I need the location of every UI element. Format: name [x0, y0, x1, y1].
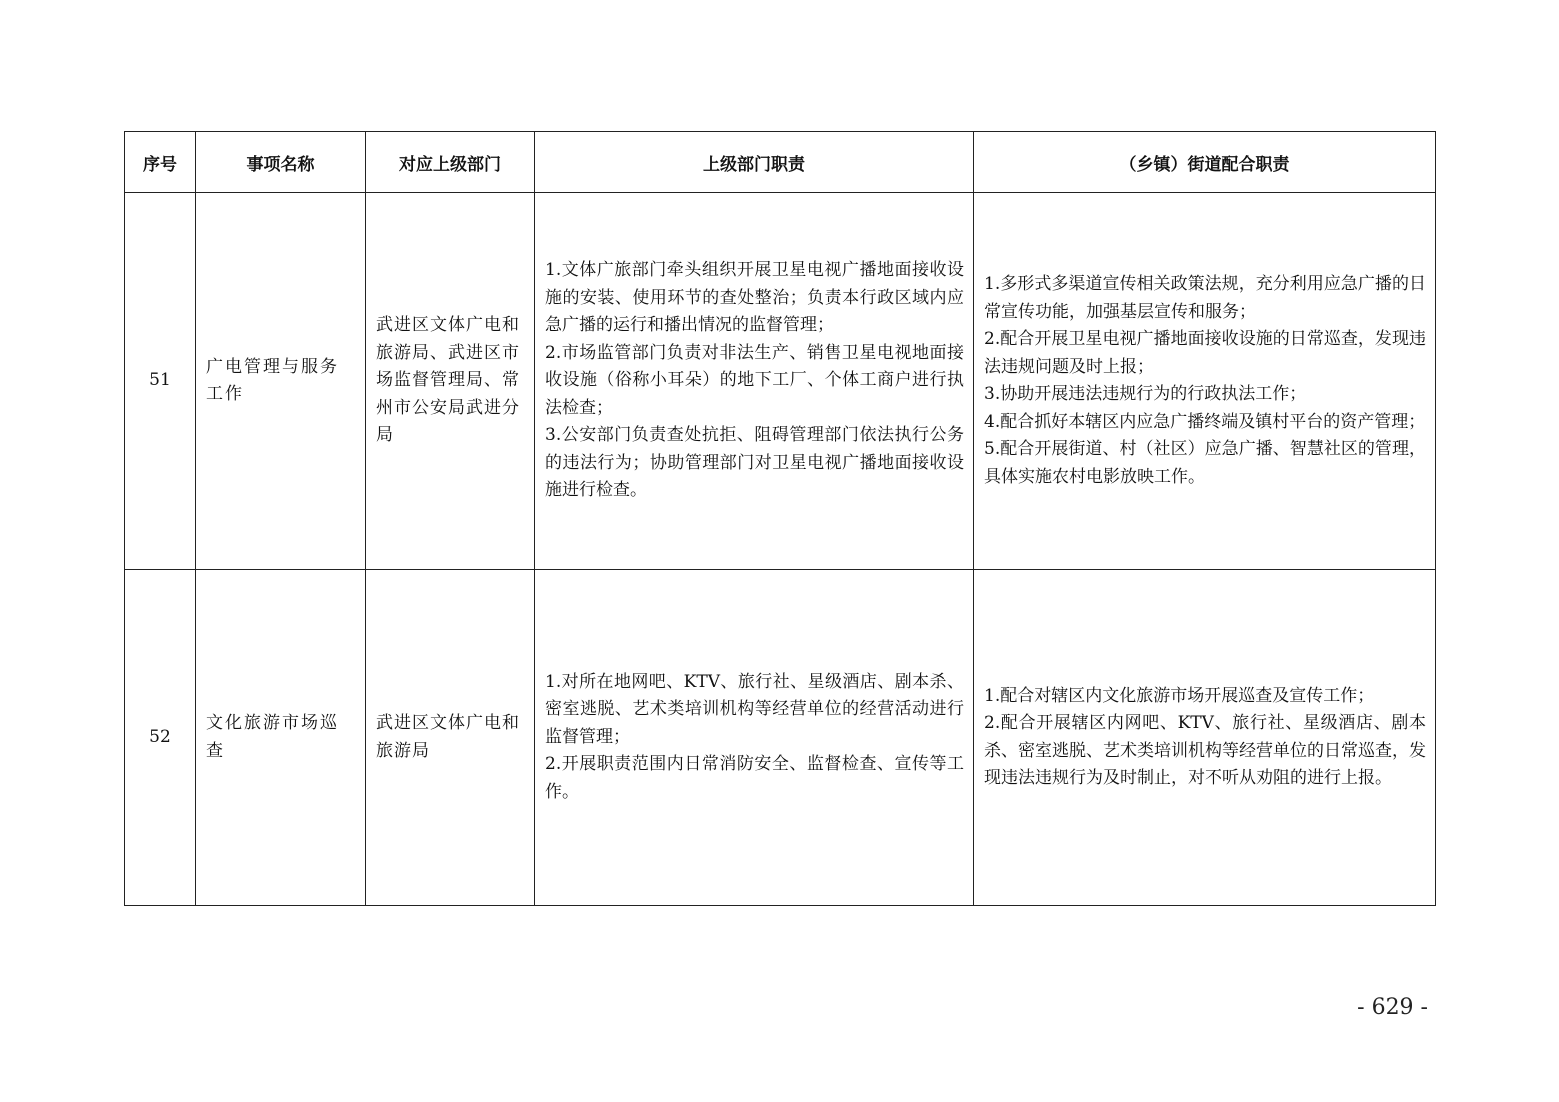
header-seq: 序号 [125, 132, 196, 193]
duty-item: 3.公安部门负责查处抗拒、阻碍管理部门依法执行公务的违法行为；协助管理部门对卫星电视广播地面接收设施进行检查。 [545, 425, 964, 501]
duty-item: 1.文体广旅部门牵头组织开展卫星电视广播地面接收设施的安装、使用环节的查处整治；负责本行政区域内应急广播的运行和播出情况的监督管理； [545, 260, 964, 336]
row-street-duties [974, 570, 1436, 906]
row-superior-duties [535, 193, 974, 570]
duty-item: 2.市场监管部门负责对非法生产、销售卫星电视地面接收设施（俗称小耳朵）的地下工厂、个体工商户进行执法检查； [545, 342, 964, 418]
header-superior-duties: 上级部门职责 [535, 132, 974, 193]
header-row [125, 132, 1436, 193]
duty-item: 2.开展职责范围内日常消防安全、监督检查、宣传等工作。 [545, 754, 964, 802]
header-street-duties: （乡镇）街道配合职责 [974, 132, 1436, 193]
duty-item: 1.多形式多渠道宣传相关政策法规，充分利用应急广播的日常宣传功能，加强基层宣传和服务； [984, 274, 1426, 322]
duty-item: 1.对所在地网吧、KTV、旅行社、星级酒店、剧本杀、密室逃脱、艺术类培训机构等经营单位的经营活动进行监督管理； [545, 671, 964, 747]
table-row [125, 570, 1436, 906]
header-item-name: 事项名称 [196, 132, 366, 193]
row-seq: 51 [125, 193, 196, 570]
table-row [125, 193, 1436, 570]
row-item-name: 广电管理与服务工作 [196, 193, 366, 570]
duty-item: 2.配合开展卫星电视广播地面接收设施的日常巡查，发现违法违规问题及时上报； [984, 329, 1426, 377]
row-item-name: 文化旅游市场巡查 [196, 570, 366, 906]
row-superior-duties [535, 570, 974, 906]
page-number: - 629 - [1357, 995, 1428, 1020]
row-street-duties [974, 193, 1436, 570]
duty-item: 2.配合开展辖区内网吧、KTV、旅行社、星级酒店、剧本杀、密室逃脱、艺术类培训机构等经营单位的日常巡查，发现违法违规行为及时制止，对不听从劝阻的进行上报。 [984, 713, 1426, 788]
row-department: 武进区文体广电和旅游局 [366, 570, 535, 906]
row-seq: 52 [125, 570, 196, 906]
duty-item: 5.配合开展街道、村（社区）应急广播、智慧社区的管理，具体实施农村电影放映工作。 [984, 439, 1426, 487]
row-department: 武进区文体广电和旅游局、武进区市场监督管理局、常州市公安局武进分局 [366, 193, 535, 570]
header-department: 对应上级部门 [366, 132, 535, 193]
duty-item: 1.配合对辖区内文化旅游市场开展巡查及宣传工作； [984, 685, 1375, 706]
duty-item: 4.配合抓好本辖区内应急广播终端及镇村平台的资产管理； [984, 411, 1426, 432]
duty-table [124, 131, 1436, 906]
duty-item: 3.协助开展违法违规行为的行政执法工作； [984, 384, 1307, 404]
